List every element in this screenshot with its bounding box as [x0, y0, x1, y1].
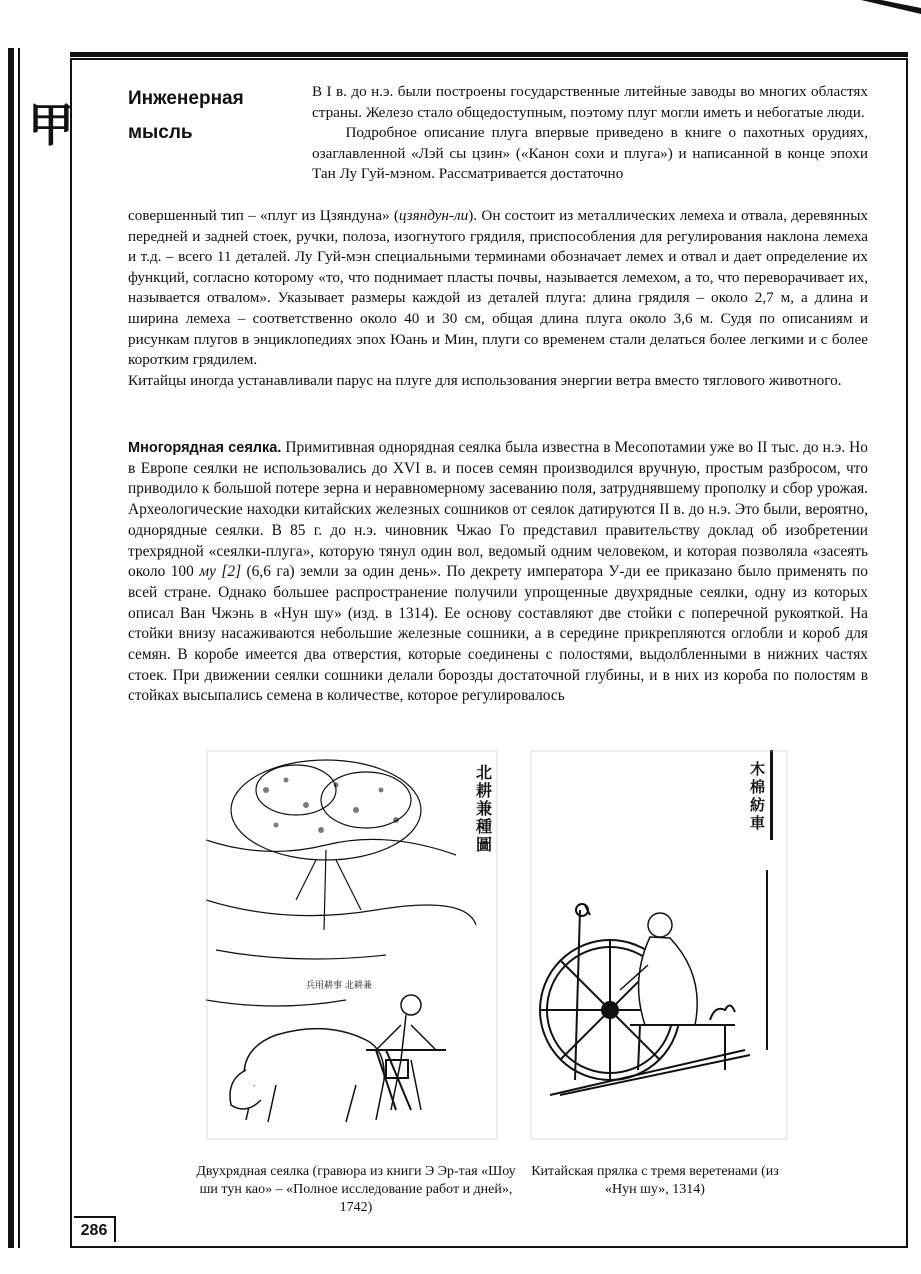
spinning-wheel-engraving — [530, 750, 788, 1140]
body-paragraph: совершенный тип – «плуг из Цзяндуна» (цзяндун-ли). Он состоит из металлических лемеха и отвала, деревянных передней и задней стоек, ручки, полоза, изогнутого грядиля, приспособления для регулирования наклона лемеха и т.д. – всего 11 деталей. Лу Гуй-мэн специальными терминами обозначает лемех и отвал и дает определение их функций, согласно которому «то, что поднимает пласты почвы, называется лемехом, а то, что переворачивает их, называется отвалом». Указывает размеры каждой из деталей плуга: длина грядиля – около 2,7 м, а длина и ширина лемеха – соответственно около 40 и 30 см, общая длина плуга около 3,6 м. Судя по описаниям и рисункам плугов в энциклопедиях эпох Юань и Мин, плуги со временем стали делаться более легкими и с более коротким грядилем. — [128, 207, 868, 369]
section-heading: Инженерная мысль — [128, 88, 244, 143]
sail-note: Китайцы иногда устанавливали парус на плуге для использования энергии ветра вместо тяглового животного. — [128, 371, 842, 389]
reference-marker: [2] — [221, 563, 242, 581]
intro-text — [312, 82, 868, 185]
seeder-engraving — [206, 750, 498, 1140]
figure-caption-left: Двухрядная сеялка (гравюра из книги Э Эр-тая «Шоу ши тун као» – «Полное исследование работ и дней», 1742) — [196, 1164, 516, 1215]
seeder-section — [128, 438, 868, 707]
figure-inner-label: 兵用耕事 北耕兼 — [306, 981, 372, 991]
figure-inscription-right: 木棉紡車 — [750, 760, 766, 832]
corner-arrow-mark — [861, 0, 921, 14]
seeder-lead: Многорядная сеялка. — [128, 440, 282, 456]
page-number: 286 — [74, 1216, 116, 1242]
italic-term: цзяндун-ли — [398, 207, 469, 224]
unit-mu: му — [199, 563, 216, 581]
intro-paragraph-1: В I в. до н.э. были построены государственные литейные заводы во многих областях страны. Железо стало общедоступным, поэтому плуг могли иметь и небогатые люди. — [312, 83, 868, 121]
top-rule — [70, 52, 908, 57]
intro-paragraph-2: Подробное описание плуга впервые приведено в книге о пахотных орудиях, озаглавленной «Лэй сы цзин» («Канон сохи и плуга») и написанной в конце эпохи Тан Лу Гуй-мэном. Рассматривается достаточно — [312, 124, 868, 183]
chapter-glyph: 甲 — [28, 98, 74, 152]
seeder-paragraph: Многорядная сеялка. Примитивная однорядная сеялка была известна в Месопотамии уже во II тыс. до н.э. Но в Европе сеялки не использовались до XVI в. и посев семян производился вручную, простым разбросом, что приводило к большой потере зерна и неравномерному засеванию поля, затруднявшему прополку и сбор урожая. Археологические находки китайских железных сошников от сеялок датируются II в. до н.э. Это были, вероятно, однорядные сеялки. В 85 г. до н.э. чиновник Чжао Го представил правительству доклад об изобретении трехрядной «сеялки-плуга», которую тянул один вол, ведомый одним человеком, и которая позволяла «засеять около 100 му [2] (6,6 га) земли за один день». По декрету императора У-ди ее приказано было применять по всей стране. Однако большее распространение получили упрощенные двухрядные сеялки, одну из которых описал Ван Чжэнь в «Нун шу» (изд. в 1314). Ее основу составляют две стойки с поперечной рукояткой. На стойки внизу насаживаются небольшие железные сошники, а в середине прикрепляются оглобли и короб для семян. В коробе имеется два отверстия, которые соединены с полостями, выдолбленными в нижних частях стоек. При движении сеялки сошники делали борозды достаточной глубины, и в них из короба по полостям в стойках высыпались семена в количестве, которое регулировалось — [128, 439, 868, 705]
chapter-bar — [0, 48, 28, 1248]
figure-inscription-left: 北耕兼種圖 — [476, 763, 493, 854]
body-text — [128, 206, 868, 391]
figure-caption-right: Китайская прялка с тремя веретенами (из «Нун шу», 1314) — [531, 1164, 779, 1197]
